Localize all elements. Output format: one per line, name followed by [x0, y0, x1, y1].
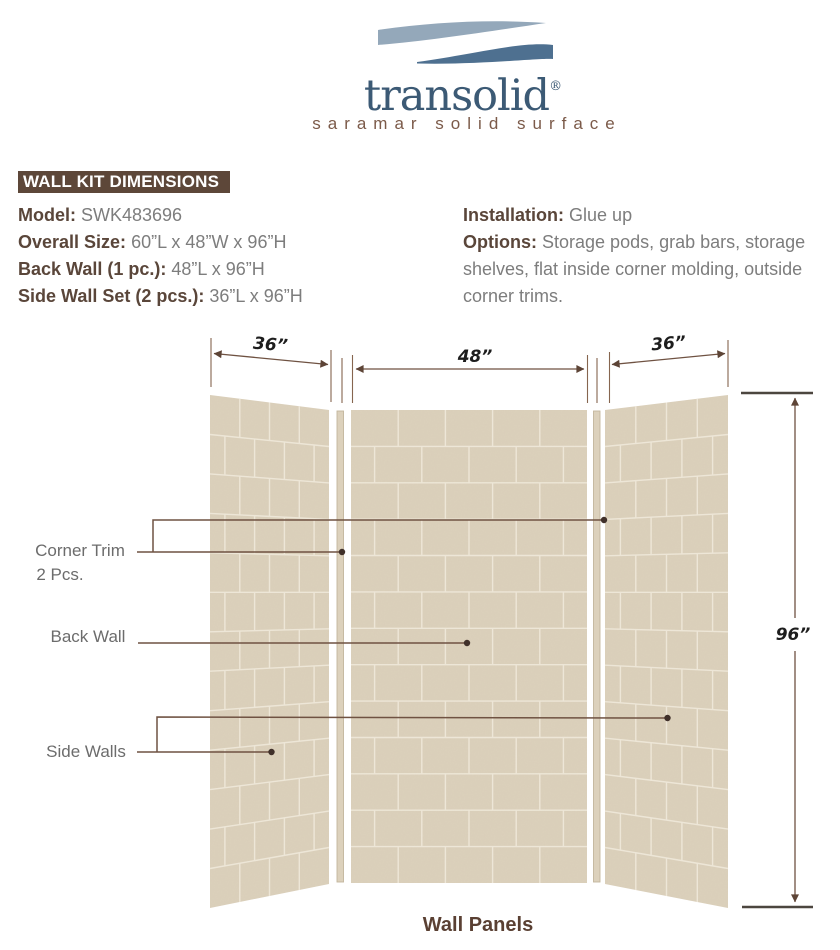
brand-tagline: saramar solid surface [312, 114, 622, 133]
spec-label: Back Wall (1 pc.): [18, 259, 167, 279]
logo-wave-bottom [417, 44, 553, 63]
wall-panels-caption: Wall Panels [422, 914, 534, 936]
spec-row-back-wall [18, 256, 303, 283]
dimension-height: 96” [775, 625, 811, 645]
brand-wordmark: transolid [363, 71, 550, 121]
corner-trim-right [594, 411, 601, 882]
spec-label: Overall Size: [18, 232, 127, 252]
spec-value: 48”L x 96”H [171, 259, 265, 279]
brand-name [283, 64, 643, 119]
spec-row-side-wall-set [18, 283, 303, 310]
dimension-right-width: 36” [650, 332, 687, 356]
dimension-height-96 [741, 393, 813, 907]
logo-wave-icon [370, 16, 560, 66]
detail-value: Storage pods, grab bars, storage shelves, flat inside corner molding, outside corner trims. [463, 232, 806, 306]
detail-row-options [463, 229, 835, 310]
side-walls-label: Side Walls [46, 742, 126, 761]
spec-list [18, 202, 303, 310]
detail-list [463, 202, 835, 310]
back-wall-label: Back Wall [50, 627, 126, 646]
dimension-right-36 [597, 333, 728, 403]
dimension-left-36 [211, 334, 331, 402]
spec-row-model [18, 202, 303, 229]
detail-label: Options: [463, 232, 537, 252]
corner-trim-qty-label: 2 Pcs. [36, 565, 84, 584]
wall-panel-graphics [210, 395, 728, 908]
section-title: WALL KIT DIMENSIONS [18, 171, 230, 193]
registered-mark: ® [549, 79, 563, 94]
wall-panels-diagram [0, 330, 840, 950]
detail-row-installation [463, 202, 835, 229]
spec-value: 36”L x 96”H [209, 286, 303, 306]
corner-trim-left [337, 411, 344, 882]
logo-wave-top [378, 21, 546, 45]
spec-row-overall-size [18, 229, 303, 256]
corner-trim-label: Corner Trim [35, 541, 125, 560]
detail-value: Glue up [569, 205, 633, 225]
spec-value: 60”L x 48”W x 96”H [131, 232, 287, 252]
dimension-back-width: 48” [457, 347, 493, 367]
dimension-left-width: 36” [252, 333, 289, 357]
spec-label: Model: [18, 205, 76, 225]
spec-label: Side Wall Set (2 pcs.): [18, 286, 205, 306]
dimension-center-48 [342, 347, 588, 403]
detail-label: Installation: [463, 205, 565, 225]
spec-value: SWK483696 [81, 205, 183, 225]
